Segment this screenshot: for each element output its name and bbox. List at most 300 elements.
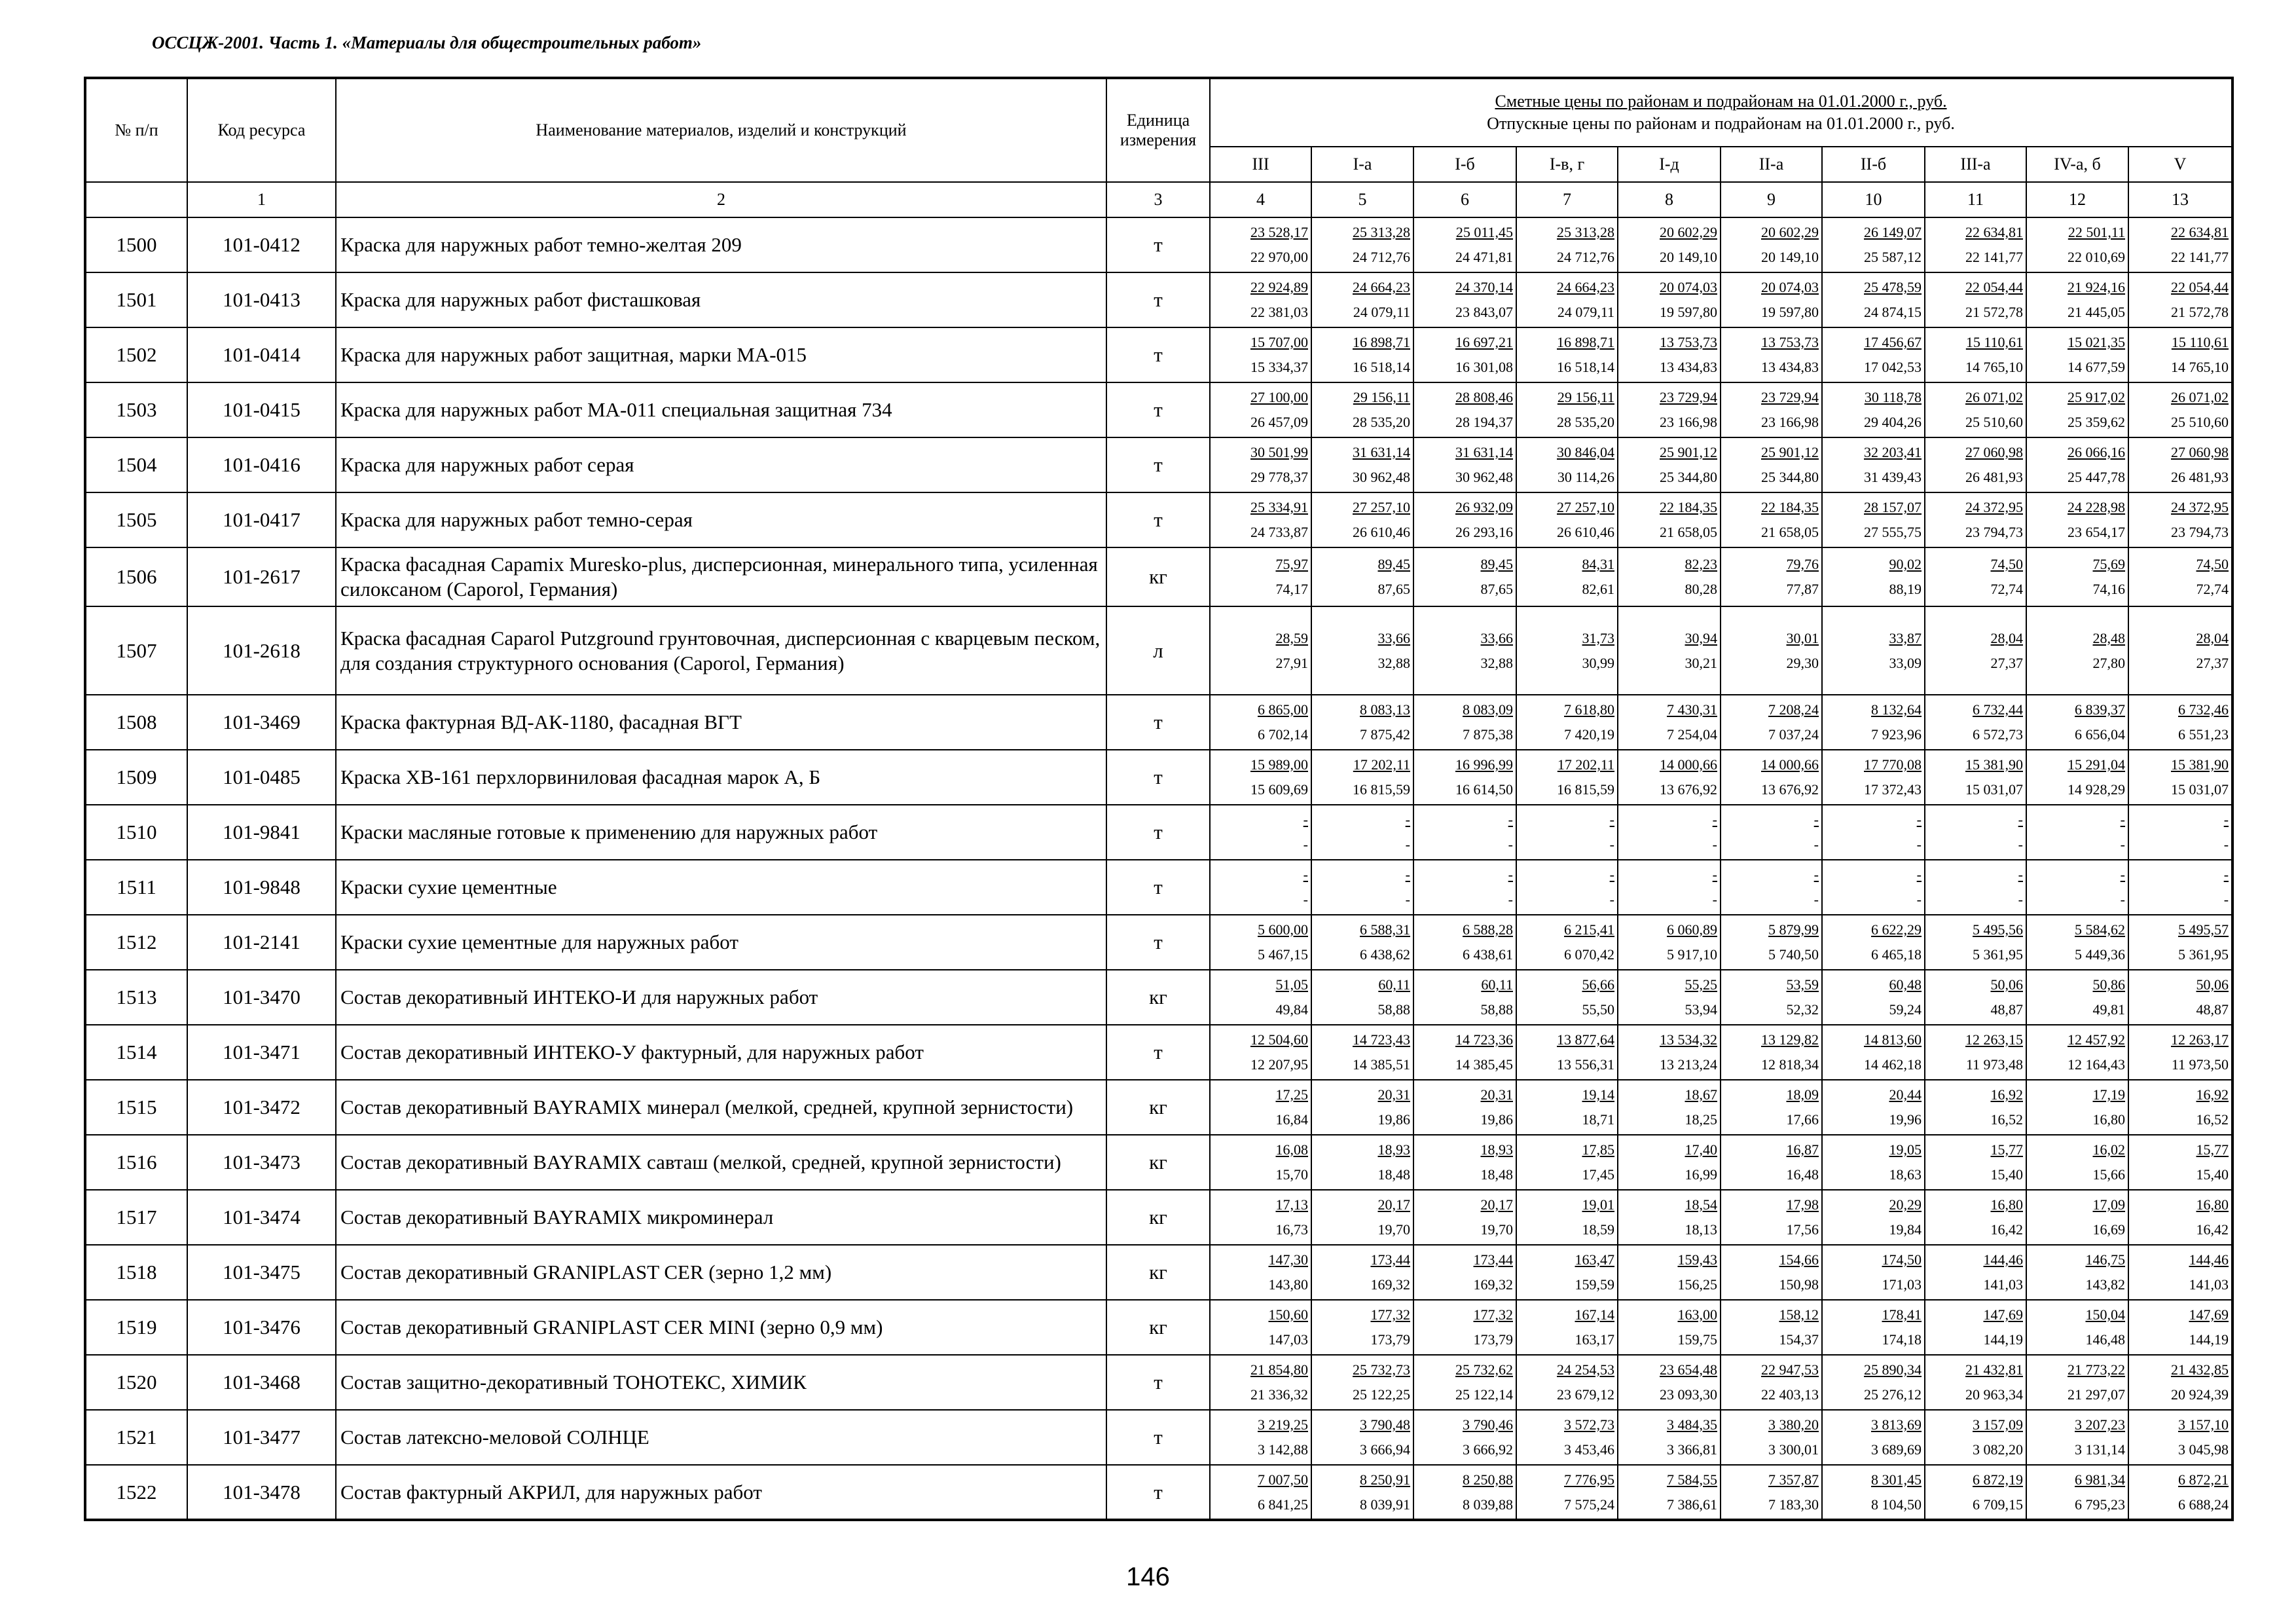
release-price: 15,70 xyxy=(1275,1166,1308,1183)
release-price: - xyxy=(1916,836,1922,853)
release-price: 52,32 xyxy=(1786,1001,1819,1018)
price-cell xyxy=(1516,547,1618,606)
price-cell xyxy=(1210,272,1311,327)
material-name: Краска для наружных работ МА-011 специальная защитная 734 xyxy=(336,382,1106,437)
price-cell xyxy=(1925,547,2026,606)
price-cell xyxy=(1413,1190,1516,1245)
estimate-price: 25 334,91 xyxy=(1250,499,1308,515)
release-price: 22 403,13 xyxy=(1761,1386,1819,1403)
estimate-price: - xyxy=(2018,811,2023,828)
table-row xyxy=(85,1245,2232,1300)
estimate-price: 17 456,67 xyxy=(1864,334,1922,350)
release-price: 74,17 xyxy=(1275,581,1308,597)
table-row xyxy=(85,382,2232,437)
price-cell xyxy=(1413,1465,1516,1520)
table-row xyxy=(85,606,2232,695)
estimate-price: 13 753,73 xyxy=(1660,334,1717,350)
table-row xyxy=(85,805,2232,860)
price-cell xyxy=(1413,217,1516,272)
resource-code: 101-9841 xyxy=(187,805,336,860)
estimate-price: 16 996,99 xyxy=(1455,756,1513,773)
price-cell xyxy=(1721,805,1822,860)
estimate-price: 16 697,21 xyxy=(1455,334,1513,350)
price-cell xyxy=(1618,327,1721,382)
estimate-price: 16,80 xyxy=(1990,1196,2023,1213)
price-cell xyxy=(1413,970,1516,1025)
material-name: Краски масляные готовые к применению для наружных работ xyxy=(336,805,1106,860)
estimate-price: 19,05 xyxy=(1889,1141,1922,1158)
price-cell xyxy=(2128,327,2232,382)
document-header: ОССЦЖ-2001. Часть 1. «Материалы для общестроительных работ» xyxy=(152,33,702,52)
release-price: 24 079,11 xyxy=(1353,304,1410,320)
release-price: 144,19 xyxy=(1983,1331,2023,1348)
material-name: Краски сухие цементные xyxy=(336,860,1106,915)
estimate-price: 24 664,23 xyxy=(1353,279,1410,295)
estimate-price: 19,14 xyxy=(1582,1086,1614,1103)
estimate-price: 5 600,00 xyxy=(1258,921,1308,938)
estimate-price: 27 060,98 xyxy=(2171,444,2229,460)
resource-code: 101-3478 xyxy=(187,1465,336,1520)
release-price: 13 556,31 xyxy=(1557,1056,1614,1073)
estimate-price: 24 372,95 xyxy=(1965,499,2023,515)
price-cell xyxy=(1822,1135,1925,1190)
release-price: - xyxy=(1508,891,1513,908)
price-cell xyxy=(1618,1080,1721,1135)
estimate-price: 3 572,73 xyxy=(1564,1416,1614,1433)
estimate-price: 31,73 xyxy=(1582,629,1614,646)
estimate-price: - xyxy=(1405,811,1410,828)
price-cell xyxy=(2128,1025,2232,1080)
column-number: 6 xyxy=(1413,182,1516,217)
estimate-price: 17 202,11 xyxy=(1557,756,1614,773)
table-row xyxy=(85,1465,2232,1520)
release-price: 19,96 xyxy=(1889,1111,1922,1128)
price-cell xyxy=(1721,860,1822,915)
row-number: 1501 xyxy=(85,272,187,327)
estimate-price: 25 890,34 xyxy=(1864,1361,1922,1378)
resource-code: 101-3476 xyxy=(187,1300,336,1355)
unit: кг xyxy=(1106,970,1210,1025)
price-cell xyxy=(1925,1080,2026,1135)
estimate-price: 20,29 xyxy=(1889,1196,1922,1213)
column-number: 3 xyxy=(1106,182,1210,217)
price-cell xyxy=(1721,492,1822,547)
unit: кг xyxy=(1106,1135,1210,1190)
unit: т xyxy=(1106,1025,1210,1080)
release-price: 3 689,69 xyxy=(1871,1441,1922,1458)
release-price: 19 597,80 xyxy=(1660,304,1717,320)
price-cell xyxy=(2128,1465,2232,1520)
release-price: 23 166,98 xyxy=(1761,414,1819,430)
estimate-price: 89,45 xyxy=(1480,556,1513,572)
price-cell xyxy=(1413,1410,1516,1465)
release-price: 26 610,46 xyxy=(1557,524,1614,540)
estimate-price: 75,69 xyxy=(2092,556,2125,572)
price-cell xyxy=(2128,915,2232,970)
estimate-price: 22 947,53 xyxy=(1761,1361,1819,1378)
estimate-price: 23 729,94 xyxy=(1660,389,1717,405)
row-number: 1504 xyxy=(85,437,187,492)
estimate-price: 16,92 xyxy=(2196,1086,2229,1103)
material-name: Краска для наружных работ темно-желтая 209 xyxy=(336,217,1106,272)
price-cell xyxy=(2026,970,2128,1025)
estimate-price: 177,32 xyxy=(1370,1306,1410,1323)
unit: т xyxy=(1106,915,1210,970)
release-price: 3 300,01 xyxy=(1768,1441,1819,1458)
price-cell xyxy=(1822,1300,1925,1355)
price-cell xyxy=(2026,915,2128,970)
price-cell xyxy=(1516,1410,1618,1465)
release-price: 6 702,14 xyxy=(1258,726,1308,743)
estimate-price: 21 773,22 xyxy=(2068,1361,2125,1378)
row-number: 1505 xyxy=(85,492,187,547)
estimate-price: 21 432,81 xyxy=(1965,1361,2023,1378)
estimate-price: 15 110,61 xyxy=(1965,334,2023,350)
estimate-price: - xyxy=(2120,811,2125,828)
price-cell xyxy=(1413,1025,1516,1080)
estimate-price: - xyxy=(1609,866,1614,883)
release-price: 6 795,23 xyxy=(2075,1496,2125,1513)
release-price: 23 679,12 xyxy=(1557,1386,1614,1403)
price-cell xyxy=(1210,915,1311,970)
estimate-price: 6 732,44 xyxy=(1973,701,2023,718)
release-price: - xyxy=(2120,836,2125,853)
price-cell xyxy=(1618,860,1721,915)
release-price: 26 293,16 xyxy=(1455,524,1513,540)
estimate-price: 21 854,80 xyxy=(1250,1361,1308,1378)
estimate-price: 6 981,34 xyxy=(2075,1471,2125,1488)
release-price: 15 334,37 xyxy=(1250,359,1308,375)
unit: т xyxy=(1106,492,1210,547)
price-cell xyxy=(1311,1355,1413,1410)
estimate-price: 158,12 xyxy=(1779,1306,1819,1323)
estimate-price: 3 207,23 xyxy=(2075,1416,2125,1433)
release-price: 6 656,04 xyxy=(2075,726,2125,743)
price-cell xyxy=(1618,1300,1721,1355)
release-price: 19,86 xyxy=(1377,1111,1410,1128)
estimate-price: 13 534,32 xyxy=(1660,1031,1717,1048)
estimate-price: - xyxy=(2018,866,2023,883)
estimate-price: 22 184,35 xyxy=(1761,499,1819,515)
release-price: 24 733,87 xyxy=(1250,524,1308,540)
estimate-price: 25 901,12 xyxy=(1660,444,1717,460)
header-region: III xyxy=(1210,147,1311,182)
unit: л xyxy=(1106,606,1210,695)
table-row xyxy=(85,547,2232,606)
release-price: 16,52 xyxy=(1990,1111,2023,1128)
release-price: 16,80 xyxy=(2092,1111,2125,1128)
price-cell xyxy=(1210,1025,1311,1080)
table-row xyxy=(85,437,2232,492)
row-number: 1503 xyxy=(85,382,187,437)
release-price: 30 962,48 xyxy=(1353,469,1410,485)
price-cell xyxy=(1721,437,1822,492)
release-price: 58,88 xyxy=(1480,1001,1513,1018)
price-cell xyxy=(1413,1135,1516,1190)
release-price: 14 385,45 xyxy=(1455,1056,1513,1073)
price-cell xyxy=(1822,327,1925,382)
estimate-price: 167,14 xyxy=(1575,1306,1614,1323)
price-cell xyxy=(1210,750,1311,805)
estimate-price: 22 184,35 xyxy=(1660,499,1717,515)
column-number: 5 xyxy=(1311,182,1413,217)
release-price: - xyxy=(2018,836,2023,853)
price-cell xyxy=(1925,915,2026,970)
header-region: I-а xyxy=(1311,147,1413,182)
estimate-price: 26 066,16 xyxy=(2068,444,2125,460)
price-cell xyxy=(1822,695,1925,750)
estimate-price: 3 790,46 xyxy=(1463,1416,1513,1433)
estimate-price: 25 732,73 xyxy=(1353,1361,1410,1378)
price-cell xyxy=(2128,1355,2232,1410)
price-cell xyxy=(1311,1300,1413,1355)
price-cell xyxy=(1413,915,1516,970)
unit: кг xyxy=(1106,1300,1210,1355)
header-num: № п/п xyxy=(85,78,187,182)
material-name: Краска для наружных работ фисташковая xyxy=(336,272,1106,327)
release-price: 18,48 xyxy=(1480,1166,1513,1183)
release-price: 16,42 xyxy=(2196,1221,2229,1238)
estimate-price: 27 100,00 xyxy=(1250,389,1308,405)
row-number: 1507 xyxy=(85,606,187,695)
price-cell xyxy=(1311,915,1413,970)
release-price: 7 575,24 xyxy=(1564,1496,1614,1513)
release-price: 6 438,61 xyxy=(1463,946,1513,963)
price-cell xyxy=(1721,970,1822,1025)
release-price: 21 658,05 xyxy=(1660,524,1717,540)
price-cell xyxy=(1311,750,1413,805)
resource-code: 101-2141 xyxy=(187,915,336,970)
header-region: I-б xyxy=(1413,147,1516,182)
material-name: Состав фактурный АКРИЛ, для наружных работ xyxy=(336,1465,1106,1520)
price-cell xyxy=(1822,915,1925,970)
release-price: 15,40 xyxy=(1990,1166,2023,1183)
price-cell xyxy=(1413,1355,1516,1410)
material-name: Состав декоративный GRANIPLAST CER (зерно 1,2 мм) xyxy=(336,1245,1106,1300)
price-cell xyxy=(1822,217,1925,272)
price-cell xyxy=(1618,1355,1721,1410)
release-price: 53,94 xyxy=(1685,1001,1717,1018)
release-price: 7 875,42 xyxy=(1360,726,1410,743)
estimate-price: 6 588,31 xyxy=(1360,921,1410,938)
release-price: 31 439,43 xyxy=(1864,469,1922,485)
price-cell xyxy=(2128,970,2232,1025)
estimate-price: 18,54 xyxy=(1685,1196,1717,1213)
column-number: 10 xyxy=(1822,182,1925,217)
estimate-price: 22 054,44 xyxy=(1965,279,2023,295)
row-number: 1502 xyxy=(85,327,187,382)
material-name: Краска для наружных работ серая xyxy=(336,437,1106,492)
estimate-price: 6 872,21 xyxy=(2178,1471,2229,1488)
release-price: 16 518,14 xyxy=(1557,359,1614,375)
price-cell xyxy=(1516,492,1618,547)
release-price: 147,03 xyxy=(1268,1331,1308,1348)
price-cell xyxy=(1618,695,1721,750)
price-cell xyxy=(1413,1080,1516,1135)
estimate-price: 24 254,53 xyxy=(1557,1361,1614,1378)
price-cell xyxy=(2128,1410,2232,1465)
release-price: 30,99 xyxy=(1582,654,1614,671)
release-price: 7 875,38 xyxy=(1463,726,1513,743)
estimate-price: 50,06 xyxy=(1990,976,2023,993)
estimate-price: 6 872,19 xyxy=(1973,1471,2023,1488)
estimate-price: - xyxy=(1609,811,1614,828)
price-cell xyxy=(1413,272,1516,327)
release-price: 58,88 xyxy=(1377,1001,1410,1018)
estimate-price: 147,69 xyxy=(2189,1306,2229,1323)
release-price: 20 149,10 xyxy=(1761,249,1819,265)
price-cell xyxy=(1210,492,1311,547)
column-numbers-row xyxy=(85,182,2232,217)
release-price: 27,37 xyxy=(1990,654,2023,671)
price-cell xyxy=(1822,1410,1925,1465)
release-price: 13 676,92 xyxy=(1660,781,1717,798)
column-number: 9 xyxy=(1721,182,1822,217)
price-cell xyxy=(2128,805,2232,860)
estimate-price: 15 381,90 xyxy=(2171,756,2229,773)
release-price: 25 587,12 xyxy=(1864,249,1922,265)
estimate-price: 22 924,89 xyxy=(1250,279,1308,295)
estimate-price: 28 157,07 xyxy=(1864,499,1922,515)
estimate-price: 19,01 xyxy=(1582,1196,1614,1213)
price-cell xyxy=(1618,1410,1721,1465)
estimate-price: 24 372,95 xyxy=(2171,499,2229,515)
release-price: - xyxy=(1405,891,1410,908)
estimate-price: 5 584,62 xyxy=(2075,921,2125,938)
release-price: 22 141,77 xyxy=(1965,249,2023,265)
release-price: 13 434,83 xyxy=(1761,359,1819,375)
row-number: 1516 xyxy=(85,1135,187,1190)
price-cell xyxy=(1516,805,1618,860)
release-price: 20 963,34 xyxy=(1965,1386,2023,1403)
price-cell xyxy=(1925,327,2026,382)
header-prices-estimate: Сметные цены по районам и подрайонам на 01.01.2000 г., руб. xyxy=(1495,92,1947,111)
price-cell xyxy=(1311,606,1413,695)
release-price: 27,91 xyxy=(1275,654,1308,671)
header-region: I-в, г xyxy=(1516,147,1618,182)
release-price: 26 457,09 xyxy=(1250,414,1308,430)
release-price: 21 445,05 xyxy=(2068,304,2125,320)
estimate-price: 15 989,00 xyxy=(1250,756,1308,773)
table-row xyxy=(85,492,2232,547)
release-price: 7 420,19 xyxy=(1564,726,1614,743)
release-price: 24 874,15 xyxy=(1864,304,1922,320)
resource-code: 101-3469 xyxy=(187,695,336,750)
material-name: Краска ХВ-161 перхлорвиниловая фасадная марок А, Б xyxy=(336,750,1106,805)
release-price: 14 765,10 xyxy=(1965,359,2023,375)
unit: кг xyxy=(1106,1190,1210,1245)
release-price: 49,84 xyxy=(1275,1001,1308,1018)
price-cell xyxy=(1721,1300,1822,1355)
price-cell xyxy=(2026,750,2128,805)
release-price: 16 815,59 xyxy=(1557,781,1614,798)
estimate-price: 17 770,08 xyxy=(1864,756,1922,773)
release-price: 55,50 xyxy=(1582,1001,1614,1018)
table-row xyxy=(85,915,2232,970)
estimate-price: 56,66 xyxy=(1582,976,1614,993)
table-row xyxy=(85,750,2232,805)
release-price: 25 510,60 xyxy=(1965,414,2023,430)
row-number: 1521 xyxy=(85,1410,187,1465)
release-price: 141,03 xyxy=(2189,1276,2229,1293)
price-cell xyxy=(1925,217,2026,272)
price-cell xyxy=(1822,492,1925,547)
estimate-price: 15,77 xyxy=(2196,1141,2229,1158)
price-cell xyxy=(1618,1025,1721,1080)
price-cell xyxy=(1210,437,1311,492)
table-row xyxy=(85,1410,2232,1465)
header-prices-release: Отпускные цены по районам и подрайонам на 01.01.2000 г., руб. xyxy=(1487,114,1955,133)
release-price: 32,88 xyxy=(1377,654,1410,671)
estimate-price: 8 301,45 xyxy=(1871,1471,1922,1488)
price-cell xyxy=(1925,970,2026,1025)
estimate-price: 16,08 xyxy=(1275,1141,1308,1158)
estimate-price: 174,50 xyxy=(1882,1251,1922,1268)
price-cell xyxy=(1618,437,1721,492)
release-price: - xyxy=(2120,891,2125,908)
price-cell xyxy=(2026,217,2128,272)
price-cell xyxy=(1516,915,1618,970)
estimate-price: 23 729,94 xyxy=(1761,389,1819,405)
resource-code: 101-0412 xyxy=(187,217,336,272)
estimate-price: 84,31 xyxy=(1582,556,1614,572)
estimate-price: 25 011,45 xyxy=(1455,224,1513,240)
price-cell xyxy=(1822,860,1925,915)
release-price: - xyxy=(1303,891,1308,908)
price-cell xyxy=(1516,1465,1618,1520)
price-cell xyxy=(1721,217,1822,272)
material-name: Состав декоративный BAYRAMIX микроминерал xyxy=(336,1190,1106,1245)
price-cell xyxy=(1925,1135,2026,1190)
estimate-price: 163,47 xyxy=(1575,1251,1614,1268)
estimate-price: - xyxy=(2223,811,2229,828)
estimate-price: 13 753,73 xyxy=(1761,334,1819,350)
price-cell xyxy=(1721,606,1822,695)
price-cell xyxy=(1925,492,2026,547)
release-price: 27,37 xyxy=(2196,654,2229,671)
estimate-price: 154,66 xyxy=(1779,1251,1819,1268)
price-cell xyxy=(2128,695,2232,750)
estimate-price: 23 528,17 xyxy=(1250,224,1308,240)
material-name: Краска для наружных работ защитная, марки МА-015 xyxy=(336,327,1106,382)
price-cell xyxy=(1210,1080,1311,1135)
price-cell xyxy=(1210,1465,1311,1520)
estimate-price: 33,87 xyxy=(1889,629,1922,646)
release-price: 16,84 xyxy=(1275,1111,1308,1128)
estimate-price: 25 313,28 xyxy=(1353,224,1410,240)
release-price: 18,48 xyxy=(1377,1166,1410,1183)
price-cell xyxy=(1311,1135,1413,1190)
estimate-price: 6 060,89 xyxy=(1667,921,1717,938)
price-cell xyxy=(2026,492,2128,547)
estimate-price: 144,46 xyxy=(1983,1251,2023,1268)
price-cell xyxy=(1516,217,1618,272)
release-price: 25 510,60 xyxy=(2171,414,2229,430)
estimate-price: 177,32 xyxy=(1473,1306,1513,1323)
material-name: Краска фасадная Caparol Putzground грунтовочная, дисперсионная с кварцевым песком, для создания структурного основания (Caporol, Германия) xyxy=(336,606,1106,695)
release-price: 3 045,98 xyxy=(2178,1441,2229,1458)
price-cell xyxy=(1822,970,1925,1025)
price-cell xyxy=(1822,1025,1925,1080)
release-price: 17 042,53 xyxy=(1864,359,1922,375)
estimate-price: - xyxy=(1712,811,1717,828)
estimate-price: - xyxy=(2120,866,2125,883)
estimate-price: 17 202,11 xyxy=(1353,756,1410,773)
estimate-price: 50,86 xyxy=(2092,976,2125,993)
release-price: 14 765,10 xyxy=(2171,359,2229,375)
release-price: 8 039,91 xyxy=(1360,1496,1410,1513)
estimate-price: 50,06 xyxy=(2196,976,2229,993)
